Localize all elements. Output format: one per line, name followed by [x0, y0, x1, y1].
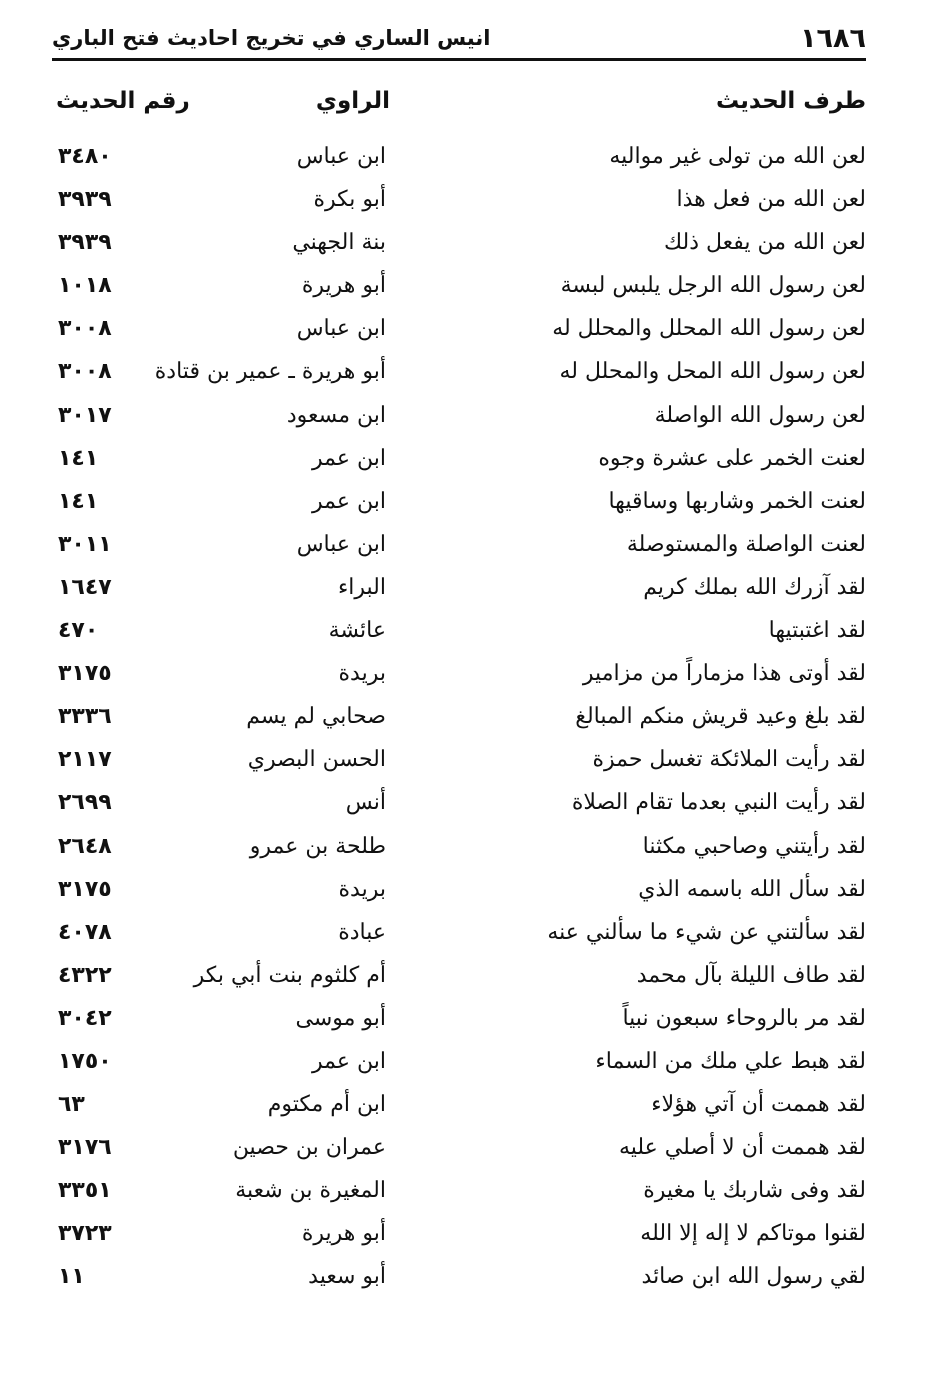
hadith-incipit: لعنت الخمر وشاربها وساقيها	[608, 488, 866, 514]
hadith-incipit: لقد سألتني عن شيء ما سألني عنه	[547, 919, 866, 945]
hadith-index-table	[52, 138, 866, 1302]
hadith-number: ٤٣٢٢	[58, 962, 112, 988]
hadith-number: ١٧٥٠	[58, 1048, 112, 1074]
hadith-incipit: لعن الله من تولى غير مواليه	[609, 144, 866, 169]
hadith-incipit: لقد هممت أن آتي هؤلاء	[651, 1092, 866, 1118]
table-row	[52, 181, 866, 224]
table-row	[52, 526, 866, 569]
hadith-number: ١٤١	[58, 445, 99, 471]
table-row	[52, 914, 866, 957]
narrator: ابن مسعود	[286, 402, 386, 428]
hadith-number: ٣٠٠٨	[58, 359, 112, 385]
hadith-incipit: لقد اغتبتيها	[768, 618, 866, 644]
hadith-number: ١٤١	[58, 488, 99, 514]
hadith-incipit: لعنت الواصلة والمستوصلة	[626, 531, 866, 557]
table-row	[52, 1258, 866, 1301]
table-row	[52, 1215, 866, 1258]
narrator: ابن أم مكتوم	[267, 1092, 386, 1118]
narrator: أبو هريرة ـ عمير بن قتادة	[154, 359, 386, 385]
table-row	[52, 483, 866, 526]
narrator: ابن عباس	[296, 316, 386, 342]
table-row	[52, 957, 866, 1000]
hadith-number: ٣١٧٥	[58, 876, 112, 902]
hadith-incipit: لقد رأيتني وصاحبي مكثنا	[642, 833, 866, 859]
hadith-incipit: لعن رسول الله الرجل يلبس لبسة	[560, 273, 866, 299]
narrator: عائشة	[328, 618, 386, 644]
hadith-incipit: لقد وفى شاربك يا مغيرة	[643, 1178, 866, 1204]
narrator: ابن عمر	[312, 1048, 386, 1074]
hadith-incipit: لعن رسول الله المحل والمحلل له	[559, 359, 866, 385]
hadith-number: ٣٩٣٩	[58, 187, 112, 213]
book-title: انيس الساري في تخريج احاديث فتح الباري	[52, 26, 491, 50]
hadith-number: ٢١١٧	[58, 747, 112, 773]
hadith-incipit: لقد آزرك الله بملك كريم	[643, 574, 866, 600]
narrator: أنس	[345, 790, 386, 816]
hadith-incipit: لقي رسول الله ابن صائد	[641, 1264, 866, 1290]
hadith-incipit: لقد أوتى هذا مزماراً من مزامير	[582, 661, 866, 687]
hadith-incipit: لقد هبط علي ملك من السماء	[595, 1048, 866, 1074]
table-row	[52, 1172, 866, 1215]
hadith-incipit: لقد هممت أن لا أصلي عليه	[618, 1135, 866, 1161]
narrator: صحابي لم يسم	[246, 704, 386, 730]
table-row	[52, 784, 866, 827]
narrator: طلحة بن عمرو	[249, 833, 386, 859]
table-row	[52, 871, 866, 914]
table-row	[52, 397, 866, 440]
table-row	[52, 353, 866, 396]
narrator: أبو هريرة	[301, 273, 386, 299]
hadith-number: ٢٦٤٨	[58, 833, 112, 859]
hadith-number: ٣٠١٧	[58, 402, 112, 428]
narrator: بريدة	[338, 876, 386, 902]
table-row	[52, 310, 866, 353]
running-head	[52, 18, 866, 61]
hadith-incipit: لقد سأل الله باسمه الذي	[638, 876, 866, 902]
table-row	[52, 1000, 866, 1043]
narrator: أم كلثوم بنت أبي بكر	[193, 962, 386, 988]
table-row	[52, 569, 866, 612]
column-header-rawi: الراوي	[315, 88, 390, 114]
narrator: بنة الجهني	[292, 230, 386, 256]
hadith-number: ٣٠٤٢	[58, 1005, 112, 1031]
narrator: بريدة	[338, 661, 386, 687]
table-row	[52, 267, 866, 310]
hadith-incipit: لقد مر بالروحاء سبعون نبياً	[622, 1005, 866, 1031]
hadith-incipit: لعن رسول الله المحلل والمحلل له	[552, 316, 866, 342]
hadith-incipit: لقد بلغ وعيد قريش منكم المبالغ	[575, 704, 866, 730]
hadith-incipit: لعن الله من فعل هذا	[676, 187, 866, 213]
table-row	[52, 1129, 866, 1172]
hadith-number: ٤٧٠	[58, 618, 99, 644]
table-row	[52, 612, 866, 655]
page-number: ١٦٨٦	[800, 22, 866, 54]
narrator: أبو هريرة	[301, 1221, 386, 1247]
table-row	[52, 828, 866, 871]
narrator: ابن عمر	[312, 445, 386, 471]
hadith-number: ٦٣	[58, 1092, 85, 1118]
narrator: الحسن البصري	[247, 747, 386, 773]
hadith-number: ٣٠٠٨	[58, 316, 112, 342]
narrator: المغيرة بن شعبة	[235, 1178, 386, 1204]
hadith-incipit: لعن الله من يفعل ذلك	[663, 230, 866, 256]
hadith-number: ٣١٧٦	[58, 1135, 112, 1161]
hadith-number: ٣٩٣٩	[58, 230, 112, 256]
narrator: عمران بن حصين	[232, 1135, 386, 1161]
hadith-incipit: لقد رأيت الملائكة تغسل حمزة	[592, 747, 866, 773]
hadith-number: ٣٠١١	[58, 531, 112, 557]
table-row	[52, 655, 866, 698]
table-row	[52, 698, 866, 741]
hadith-incipit: لقد طاف الليلة بآل محمد	[636, 962, 866, 988]
narrator: البراء	[337, 574, 386, 600]
narrator: عبادة	[338, 919, 386, 945]
hadith-incipit: لقد رأيت النبي بعدما تقام الصلاة	[571, 790, 866, 816]
narrator: ابن عباس	[296, 531, 386, 557]
hadith-number: ٣٤٨٠	[58, 144, 112, 169]
table-row	[52, 1043, 866, 1086]
narrator: أبو بكرة	[313, 187, 386, 213]
hadith-incipit: لعن رسول الله الواصلة	[654, 402, 866, 428]
narrator: أبو موسى	[295, 1005, 386, 1031]
hadith-number: ١٠١٨	[58, 273, 112, 299]
column-header-tarf: طرف الحديث	[715, 88, 866, 114]
hadith-number: ٣٧٢٣	[58, 1221, 112, 1247]
table-row	[52, 224, 866, 267]
table-row	[52, 440, 866, 483]
column-header-raqm: رقم الحديث	[56, 88, 190, 114]
hadith-number: ١١	[58, 1264, 85, 1290]
hadith-incipit: لقنوا موتاكم لا إله إلا الله	[640, 1221, 866, 1247]
table-row	[52, 1086, 866, 1129]
hadith-number: ٤٠٧٨	[58, 919, 112, 945]
hadith-incipit: لعنت الخمر على عشرة وجوه	[598, 445, 866, 471]
column-headers	[52, 82, 866, 126]
narrator: ابن عمر	[312, 488, 386, 514]
hadith-number: ٣٣٣٦	[58, 704, 112, 730]
narrator: ابن عباس	[296, 144, 386, 169]
hadith-number: ١٦٤٧	[58, 574, 112, 600]
table-row	[52, 741, 866, 784]
narrator: أبو سعيد	[308, 1264, 386, 1290]
hadith-number: ٣١٧٥	[58, 661, 112, 687]
hadith-number: ٣٣٥١	[58, 1178, 112, 1204]
table-row	[52, 138, 866, 181]
hadith-number: ٢٦٩٩	[58, 790, 112, 816]
